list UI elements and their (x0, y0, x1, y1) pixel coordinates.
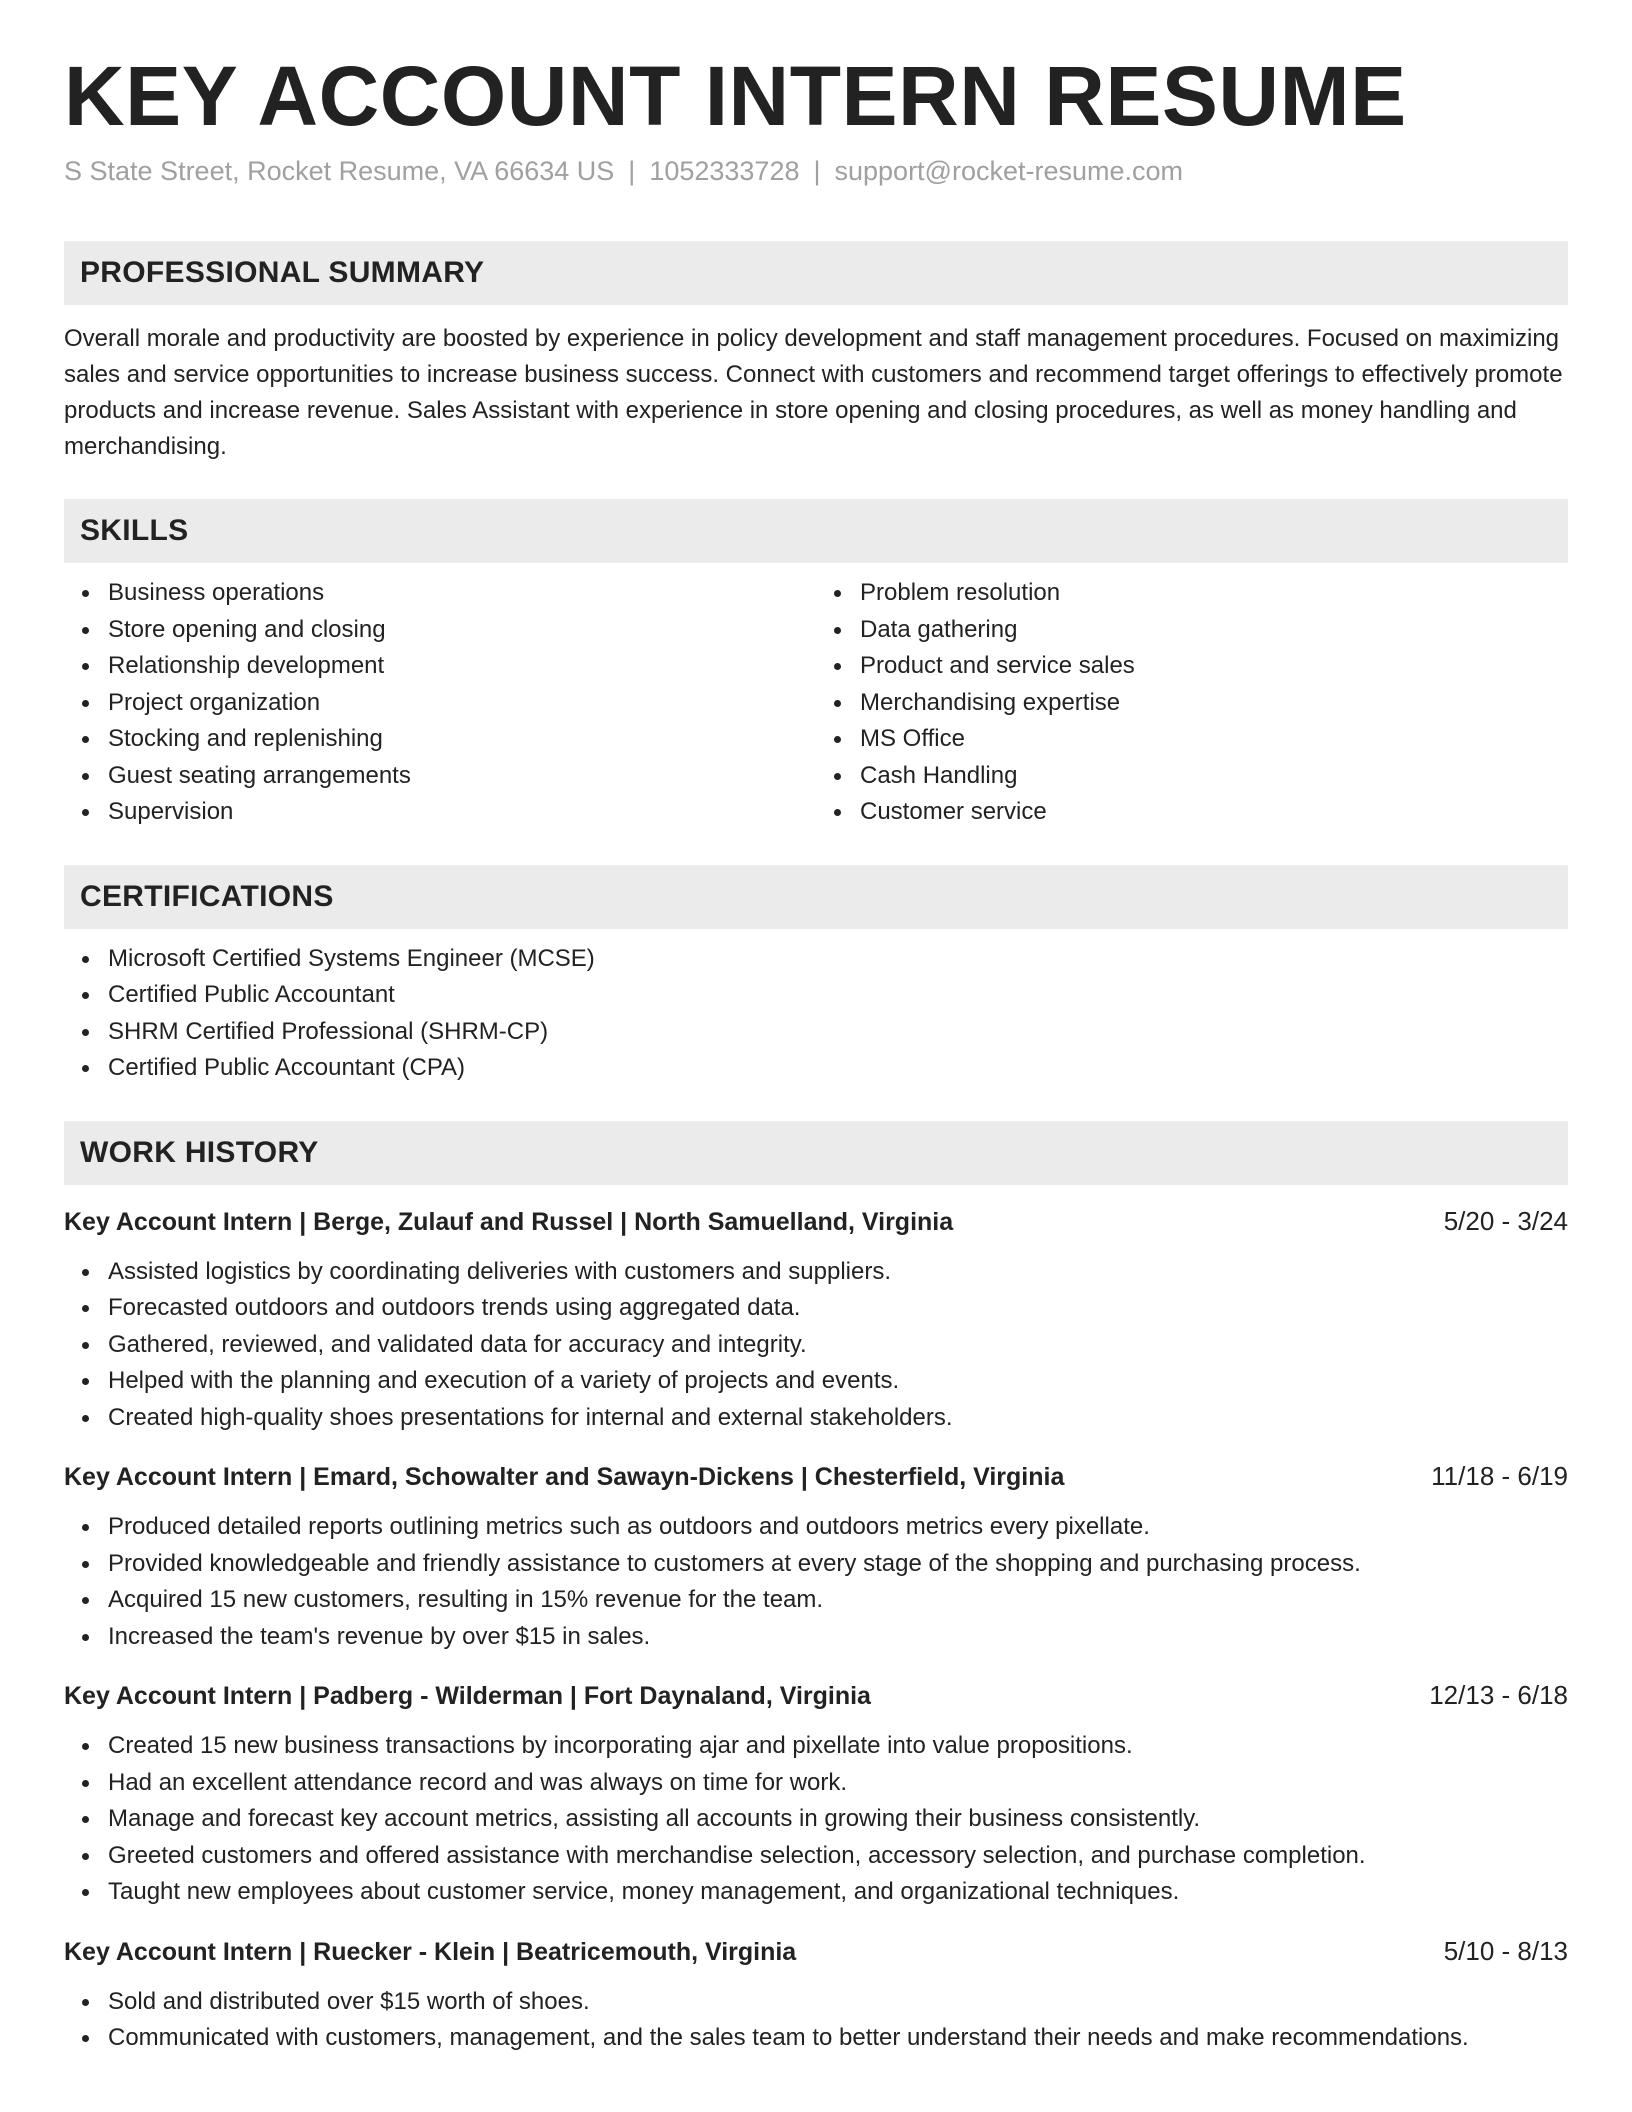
job-dates: 5/20 - 3/24 (1443, 1205, 1568, 1236)
job-heading-row (64, 1203, 1568, 1240)
job-bullet: Forecasted outdoors and outdoors trends using aggregated data. (108, 1290, 1568, 1327)
phone: 1052333728 (649, 156, 800, 187)
email: support@rocket-resume.com (834, 156, 1184, 187)
job-bullets (64, 1984, 1568, 2057)
certification-item: Certified Public Accountant (CPA) (108, 1050, 1568, 1087)
job-bullet: Provided knowledgeable and friendly assistance to customers at every stage of the shopping and purchasing process. (108, 1546, 1568, 1583)
job-bullet: Sold and distributed over $15 worth of shoes. (108, 1984, 1568, 2021)
section-heading-summary: PROFESSIONAL SUMMARY (64, 241, 1568, 305)
skills-list-right (816, 575, 1568, 831)
summary-text: Overall morale and productivity are boosted by experience in policy development and staff management procedures. Focused on maximizing sales and service opportunities to increase business success. Connect with customers and recommend target offerings to effectively promote products and increase revenue. Sales Assistant with experience in store opening and closing procedures, as well as money handling and merchandising. (64, 325, 1563, 461)
job-bullet: Acquired 15 new customers, resulting in 15% revenue for the team. (108, 1582, 1568, 1619)
skill-item: Problem resolution (860, 575, 1568, 612)
job-heading-row (64, 1458, 1568, 1495)
section-heading-certifications: CERTIFICATIONS (64, 865, 1568, 929)
contact-line (64, 154, 1568, 189)
job-bullet: Had an excellent attendance record and was always on time for work. (108, 1765, 1568, 1802)
skill-item: Cash Handling (860, 758, 1568, 795)
work-history-list (64, 1203, 1568, 2057)
job-heading-row (64, 1933, 1568, 1970)
skill-item: Data gathering (860, 612, 1568, 649)
job-bullet: Produced detailed reports outlining metrics such as outdoors and outdoors metrics every pixellate. (108, 1509, 1568, 1546)
job-dates: 11/18 - 6/19 (1431, 1461, 1568, 1492)
job-bullet: Gathered, reviewed, and validated data for accuracy and integrity. (108, 1327, 1568, 1364)
skill-item: Customer service (860, 794, 1568, 831)
skill-item: Product and service sales (860, 648, 1568, 685)
certification-item: SHRM Certified Professional (SHRM-CP) (108, 1014, 1568, 1051)
skill-item: Guest seating arrangements (108, 758, 816, 795)
certifications-list (64, 941, 1568, 1087)
job-bullet: Created high-quality shoes presentations for internal and external stakeholders. (108, 1400, 1568, 1437)
contact-separator: | (628, 156, 636, 187)
job-bullet: Communicated with customers, management, and the sales team to better understand their needs and make recommendations. (108, 2020, 1568, 2057)
contact-separator: | (813, 156, 821, 187)
job-bullet: Greeted customers and offered assistance with merchandise selection, accessory selection, and purchase completion. (108, 1838, 1568, 1875)
certification-item: Microsoft Certified Systems Engineer (MCSE) (108, 941, 1568, 978)
skill-item: Project organization (108, 685, 816, 722)
job-entry (64, 1677, 1568, 1911)
skill-item: Merchandising expertise (860, 685, 1568, 722)
skill-item: Business operations (108, 575, 816, 612)
skill-item: Supervision (108, 794, 816, 831)
job-dates: 5/10 - 8/13 (1443, 1935, 1568, 1966)
job-bullets (64, 1509, 1568, 1655)
job-dates: 12/13 - 6/18 (1429, 1680, 1568, 1711)
job-title: Key Account Intern | Emard, Schowalter and Sawayn-Dickens | Chesterfield, Virginia (64, 1463, 1065, 1492)
job-entry (64, 1458, 1568, 1655)
skills-grid (64, 563, 1568, 831)
job-bullet: Assisted logistics by coordinating deliveries with customers and suppliers. (108, 1254, 1568, 1291)
skill-item: Relationship development (108, 648, 816, 685)
section-heading-work-history: WORK HISTORY (64, 1121, 1568, 1185)
job-bullet: Increased the team's revenue by over $15 in sales. (108, 1619, 1568, 1656)
job-bullets (64, 1728, 1568, 1911)
skill-item: Stocking and replenishing (108, 721, 816, 758)
skills-list-left (64, 575, 816, 831)
job-bullet: Helped with the planning and execution of a variety of projects and events. (108, 1363, 1568, 1400)
section-heading-skills: SKILLS (64, 499, 1568, 563)
resume-title: KEY ACCOUNT INTERN RESUME (64, 49, 1407, 143)
job-title: Key Account Intern | Ruecker - Klein | Beatricemouth, Virginia (64, 1937, 797, 1966)
job-heading-row (64, 1677, 1568, 1714)
job-entry (64, 1933, 1568, 2057)
address: S State Street, Rocket Resume, VA 66634 US (64, 156, 615, 187)
job-title: Key Account Intern | Padberg - Wilderman | Fort Daynaland, Virginia (64, 1682, 871, 1711)
certification-item: Certified Public Accountant (108, 977, 1568, 1014)
job-entry (64, 1203, 1568, 1437)
skill-item: MS Office (860, 721, 1568, 758)
job-bullets (64, 1254, 1568, 1437)
skill-item: Store opening and closing (108, 612, 816, 649)
job-bullet: Created 15 new business transactions by incorporating ajar and pixellate into value propositions. (108, 1728, 1568, 1765)
job-bullet: Manage and forecast key account metrics, assisting all accounts in growing their business consistently. (108, 1801, 1568, 1838)
job-title: Key Account Intern | Berge, Zulauf and Russel | North Samuelland, Virginia (64, 1207, 954, 1236)
job-bullet: Taught new employees about customer service, money management, and organizational techniques. (108, 1874, 1568, 1911)
